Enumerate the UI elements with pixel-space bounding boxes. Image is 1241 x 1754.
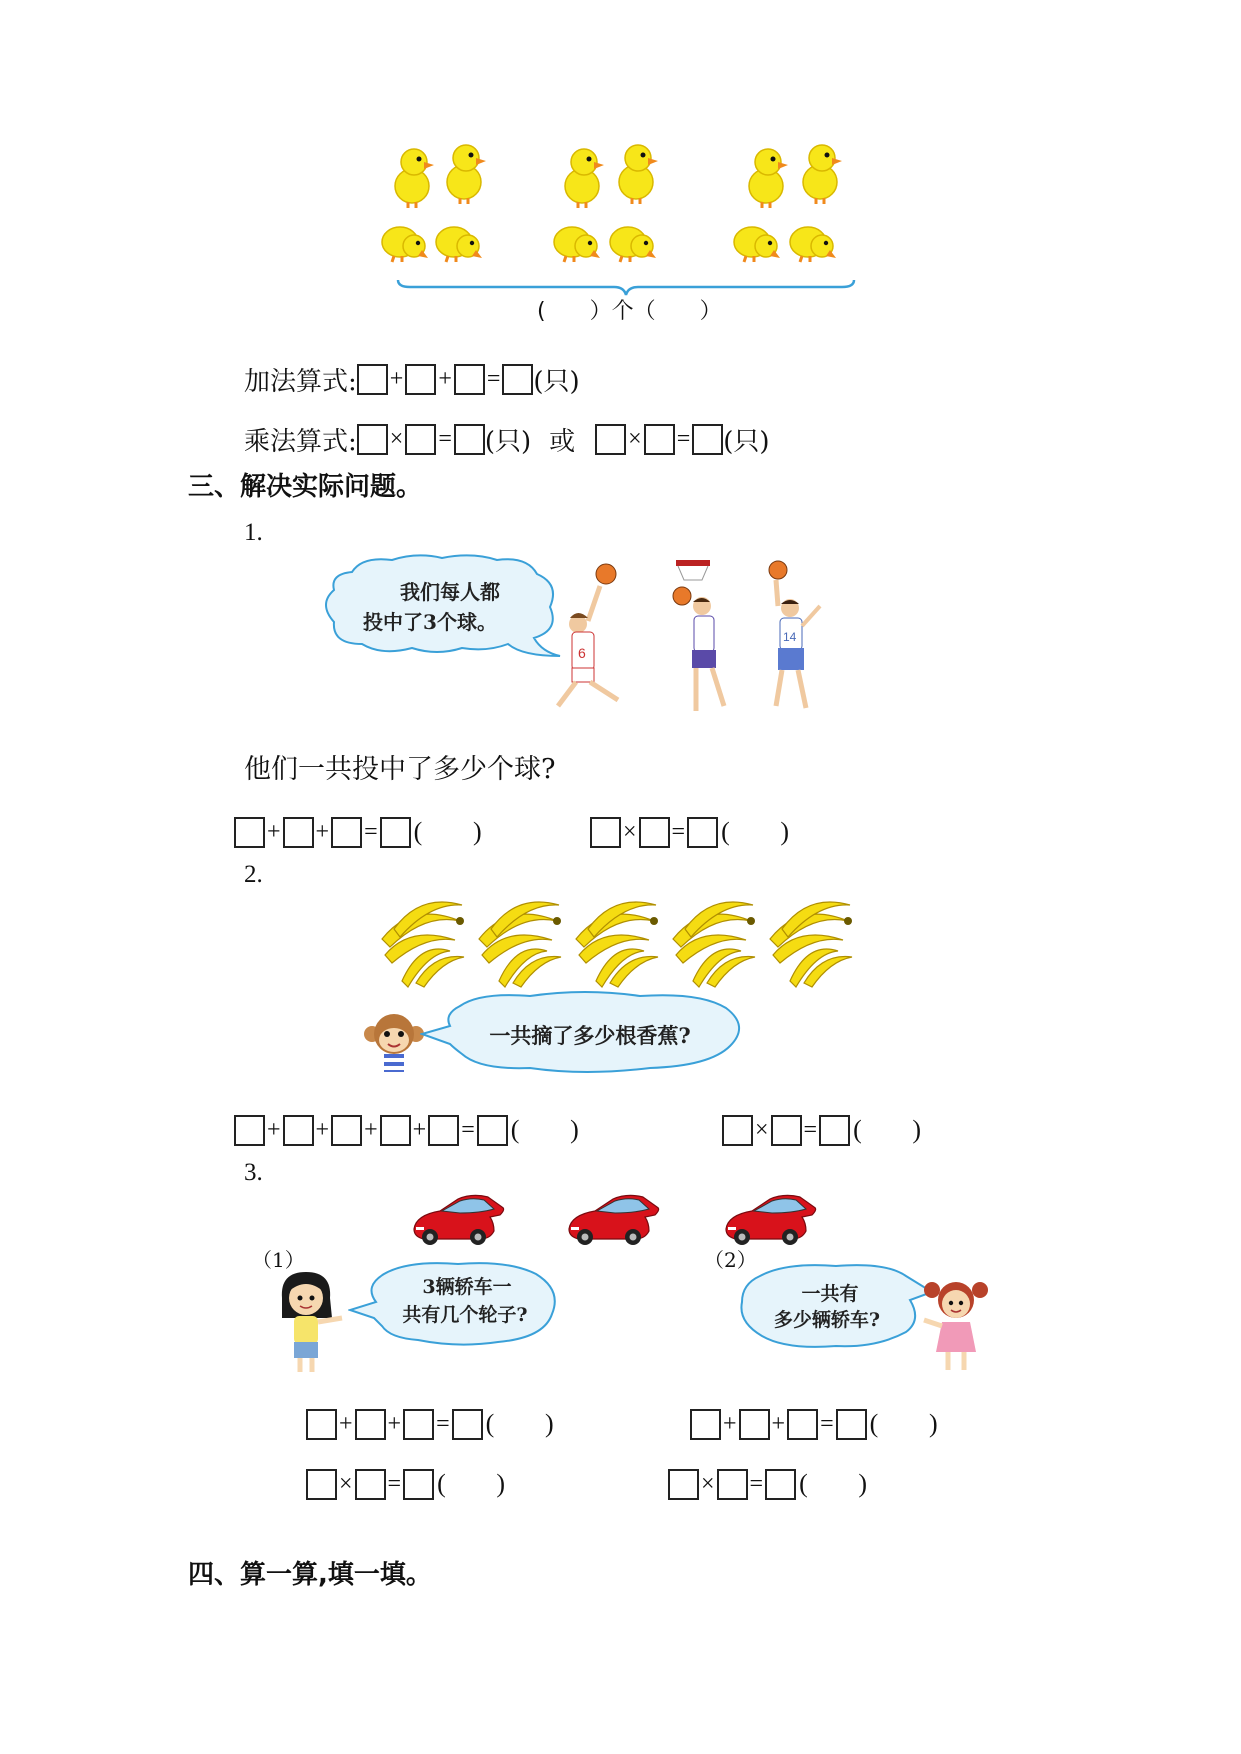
addition-equation-row	[244, 359, 580, 399]
chicks-illustration	[380, 140, 860, 300]
subquestion-1-label: （1）	[252, 1248, 305, 1272]
plus-sign: +	[315, 1116, 330, 1143]
bubble-text-line2: 投中了3个球。	[363, 610, 497, 634]
groups-label: ( ）个（ ）	[537, 299, 722, 324]
speech-bubble	[322, 552, 562, 662]
answer-box[interactable]	[355, 1469, 386, 1500]
banana-bunch-3	[576, 902, 658, 987]
answer-box[interactable]	[405, 424, 436, 455]
jersey-number: 6	[578, 645, 586, 661]
plus-sign: +	[389, 365, 404, 392]
answer-box[interactable]	[306, 1469, 337, 1500]
problem-2-addition	[234, 1110, 579, 1150]
times-sign: ×	[623, 818, 637, 845]
bubble-text-line1: 我们每人都	[400, 580, 500, 604]
answer-box[interactable]	[405, 364, 436, 395]
unit-blank[interactable]: ( )	[413, 817, 482, 846]
equals-sign: =	[438, 425, 452, 452]
answer-box[interactable]	[687, 817, 718, 848]
answer-box[interactable]	[739, 1409, 770, 1440]
times-sign: ×	[389, 425, 404, 452]
answer-box[interactable]	[639, 817, 670, 848]
answer-box[interactable]	[477, 1115, 508, 1146]
answer-box[interactable]	[357, 424, 388, 455]
answer-box[interactable]	[590, 817, 621, 848]
problem-2-number: 2.	[244, 861, 263, 888]
unit-label: (只)	[533, 366, 580, 397]
problem-3-2-addition	[690, 1404, 938, 1444]
answer-box[interactable]	[819, 1115, 850, 1146]
answer-box[interactable]	[595, 424, 626, 455]
plus-sign: +	[771, 1410, 786, 1437]
grouping-bracket	[396, 278, 856, 298]
chick-group-2	[554, 145, 658, 262]
equals-sign: =	[461, 1116, 475, 1143]
answer-box[interactable]	[283, 1115, 314, 1146]
bubble-text-line1: 一共有	[801, 1283, 859, 1305]
answer-box[interactable]	[355, 1409, 386, 1440]
multiplication-label: 乘法算式:	[244, 426, 357, 457]
unit-blank[interactable]: ( )	[437, 1469, 506, 1498]
answer-box[interactable]	[502, 364, 533, 395]
answer-box[interactable]	[690, 1409, 721, 1440]
answer-box[interactable]	[306, 1409, 337, 1440]
monkey-icon	[362, 1010, 426, 1080]
answer-box[interactable]	[717, 1469, 748, 1500]
answer-box[interactable]	[357, 364, 388, 395]
bubble-text-line2: 共有几个轮子?	[402, 1304, 528, 1326]
banana-bunches	[380, 895, 870, 995]
unit-blank[interactable]: ( )	[485, 1409, 554, 1438]
equals-sign: =	[749, 1470, 764, 1497]
bubble-text: 一共摘了多少根香蕉?	[489, 1023, 691, 1048]
plus-sign: +	[339, 1410, 353, 1437]
times-sign: ×	[628, 425, 642, 452]
answer-box[interactable]	[454, 424, 485, 455]
cars	[410, 1185, 830, 1255]
unit-label: (只)	[484, 426, 532, 457]
plus-sign: +	[723, 1410, 737, 1437]
car-2	[569, 1195, 659, 1245]
answer-box[interactable]	[452, 1409, 483, 1440]
problem-3-number: 3.	[244, 1159, 263, 1186]
bubble-text-line2: 多少辆轿车?	[773, 1309, 881, 1331]
answer-box[interactable]	[234, 817, 265, 848]
answer-box[interactable]	[403, 1409, 434, 1440]
answer-box[interactable]	[787, 1409, 818, 1440]
player-3	[769, 561, 820, 708]
unit-blank[interactable]: ( )	[510, 1115, 579, 1144]
answer-box[interactable]	[380, 1115, 411, 1146]
answer-box[interactable]	[722, 1115, 753, 1146]
bubble-text-line1: 3辆轿车一	[422, 1276, 512, 1298]
jersey-number: 14	[783, 630, 797, 644]
plus-sign: +	[267, 1116, 281, 1143]
or-word: 或	[549, 426, 576, 457]
unit-blank[interactable]: ( )	[869, 1409, 938, 1438]
answer-box[interactable]	[331, 1115, 362, 1146]
car-1	[414, 1195, 504, 1245]
equals-sign: =	[803, 1116, 818, 1143]
answer-box[interactable]	[836, 1409, 867, 1440]
equals-sign: =	[671, 818, 686, 845]
car-3	[726, 1195, 816, 1245]
problem-3-1-multiplication	[306, 1464, 505, 1504]
equals-sign: =	[387, 1470, 402, 1497]
unit-blank[interactable]: ( )	[853, 1115, 922, 1144]
equals-sign: =	[676, 425, 691, 452]
times-sign: ×	[339, 1470, 353, 1497]
answer-box[interactable]	[283, 817, 314, 848]
answer-box[interactable]	[692, 424, 723, 455]
unit-label: (只)	[723, 426, 770, 457]
unit-blank[interactable]: ( )	[799, 1469, 868, 1498]
problem-1-number: 1.	[244, 519, 263, 546]
unit-blank[interactable]: ( )	[721, 817, 790, 846]
girl-1-icon	[270, 1268, 350, 1378]
multiplication-equation-row	[244, 419, 770, 459]
chick-group-3	[734, 145, 842, 262]
basketball-players	[550, 556, 910, 736]
problem-1-addition	[234, 812, 482, 852]
plus-sign: +	[267, 818, 281, 845]
equals-sign: =	[486, 365, 501, 392]
times-sign: ×	[701, 1470, 715, 1497]
answer-box[interactable]	[331, 817, 362, 848]
player-1	[558, 564, 618, 706]
equals-sign: =	[820, 1410, 834, 1437]
times-sign: ×	[755, 1116, 769, 1143]
section-4-heading: 四、算一算,填一填。	[188, 1560, 432, 1590]
banana-bunch-4	[673, 902, 755, 987]
answer-box[interactable]	[765, 1469, 796, 1500]
plus-sign: +	[438, 365, 452, 392]
banana-bunch-2	[479, 902, 561, 987]
answer-box[interactable]	[644, 424, 675, 455]
plus-sign: +	[315, 818, 330, 845]
problem-1-question: 他们一共投中了多少个球?	[244, 754, 556, 785]
chick-group-1	[382, 145, 486, 262]
answer-box[interactable]	[454, 364, 485, 395]
banana-bunch-5	[770, 902, 852, 987]
answer-box[interactable]	[403, 1469, 434, 1500]
equals-sign: =	[436, 1410, 450, 1437]
addition-label: 加法算式:	[244, 366, 357, 397]
answer-box[interactable]	[771, 1115, 802, 1146]
plus-sign: +	[412, 1116, 427, 1143]
equals-sign: =	[364, 818, 378, 845]
problem-3-2-multiplication	[668, 1464, 867, 1504]
player-2	[673, 560, 724, 711]
answer-box[interactable]	[234, 1115, 265, 1146]
answer-box[interactable]	[380, 817, 411, 848]
section-3-heading: 三、解决实际问题。	[188, 472, 423, 502]
answer-box[interactable]	[428, 1115, 459, 1146]
banana-bunch-1	[382, 902, 464, 987]
subquestion-2-label: （2）	[704, 1248, 757, 1272]
problem-1-multiplication	[590, 812, 789, 852]
plus-sign: +	[364, 1116, 378, 1143]
girl-2-icon	[918, 1270, 998, 1380]
plus-sign: +	[387, 1410, 402, 1437]
problem-2-multiplication	[722, 1110, 921, 1150]
answer-box[interactable]	[668, 1469, 699, 1500]
problem-3-1-addition	[306, 1404, 554, 1444]
